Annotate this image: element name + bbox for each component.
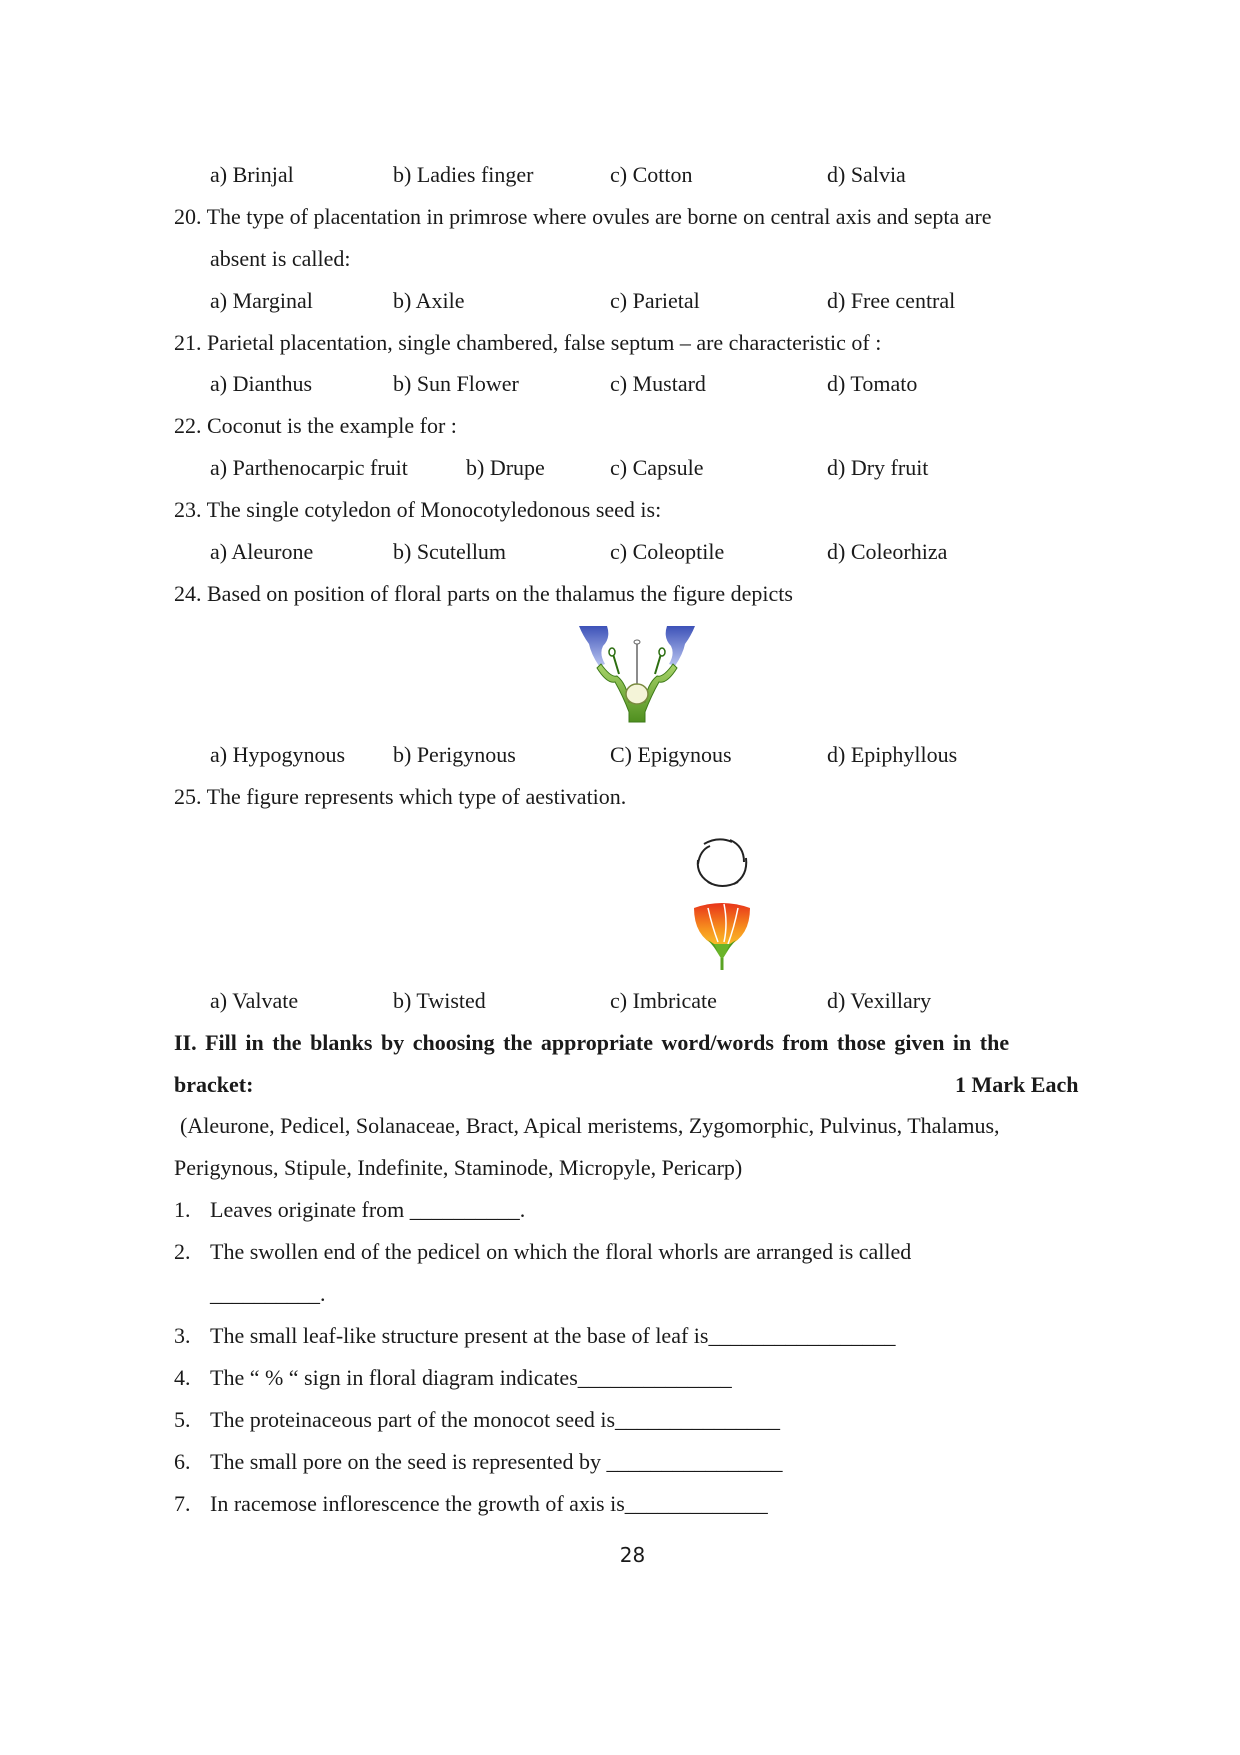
blank-2-continuation: __________.	[210, 1281, 326, 1306]
q20-option-a: a) Marginal	[210, 288, 313, 313]
word-bank-line1: (Aleurone, Pedicel, Solanaceae, Bract, Apical meristems, Zygomorphic, Pulvinus, Thalamus,	[180, 1113, 1000, 1138]
q19-option-c: c) Cotton	[610, 162, 693, 187]
q22-option-d: d) Dry fruit	[827, 455, 929, 480]
q22-option-b: b) Drupe	[466, 455, 545, 480]
q24-option-b: b) Perigynous	[393, 742, 516, 767]
blank-7-number: 7.	[174, 1491, 191, 1516]
q21-option-d: d) Tomato	[827, 371, 918, 396]
section2-heading-line1: II. Fill in the blanks by choosing the appropriate word/words from those given in the	[174, 1030, 1010, 1055]
blank-3-number: 3.	[174, 1323, 191, 1348]
q20-text-line1: 20. The type of placentation in primrose where ovules are borne on central axis and septa are	[174, 204, 992, 229]
blank-3-text: The small leaf-like structure present at the base of leaf is_________________	[210, 1323, 896, 1348]
blank-5-number: 5.	[174, 1407, 191, 1432]
blank-4-text: The “ % “ sign in floral diagram indicates______________	[210, 1365, 732, 1390]
section2-heading-line2: bracket:	[174, 1072, 254, 1097]
q21-option-b: b) Sun Flower	[393, 371, 519, 396]
q20-option-b: b) Axile	[393, 288, 465, 313]
blank-2-text: The swollen end of the pedicel on which the floral whorls are arranged is called	[210, 1239, 912, 1264]
blank-7-text: In racemose inflorescence the growth of axis is_____________	[210, 1491, 768, 1516]
q19-option-a: a) Brinjal	[210, 162, 294, 187]
q25-option-c: c) Imbricate	[610, 988, 717, 1013]
page-number: 28	[619, 1543, 646, 1567]
blank-6-text: The small pore on the seed is represented by ________________	[210, 1449, 783, 1474]
q23-option-c: c) Coleoptile	[610, 539, 725, 564]
q22-text: 22. Coconut is the example for :	[174, 413, 457, 438]
q19-option-b: b) Ladies finger	[393, 162, 534, 187]
q21-option-a: a) Dianthus	[210, 371, 313, 396]
q24-option-a: a) Hypogynous	[210, 742, 346, 767]
q25-text: 25. The figure represents which type of aestivation.	[174, 784, 627, 809]
q21-text: 21. Parietal placentation, single chambered, false septum – are characteristic of :	[174, 330, 882, 355]
q20-option-d: d) Free central	[827, 288, 956, 313]
q24-option-d: d) Epiphyllous	[827, 742, 958, 767]
blank-1-text: Leaves originate from __________.	[210, 1197, 526, 1222]
q22-option-c: c) Capsule	[610, 455, 704, 480]
q25-option-a: a) Valvate	[210, 988, 299, 1013]
q24-option-c: C) Epigynous	[610, 742, 732, 767]
q20-option-c: c) Parietal	[610, 288, 700, 313]
q19-option-d: d) Salvia	[827, 162, 906, 187]
word-bank-line2: Perigynous, Stipule, Indefinite, Staminode, Micropyle, Pericarp)	[174, 1155, 743, 1180]
aestivation-diagram-icon	[688, 836, 758, 976]
q24-text: 24. Based on position of floral parts on the thalamus the figure depicts	[174, 581, 793, 606]
blank-5-text: The proteinaceous part of the monocot seed is_______________	[210, 1407, 781, 1432]
section2-marks: 1 Mark Each	[955, 1072, 1079, 1097]
q23-text: 23. The single cotyledon of Monocotyledonous seed is:	[174, 497, 662, 522]
blank-6-number: 6.	[174, 1449, 191, 1474]
q25-option-d: d) Vexillary	[827, 988, 932, 1013]
blank-4-number: 4.	[174, 1365, 191, 1390]
q22-option-a: a) Parthenocarpic fruit	[210, 455, 408, 480]
blank-2-number: 2.	[174, 1239, 191, 1264]
q23-option-b: b) Scutellum	[393, 539, 507, 564]
blank-1-number: 1.	[174, 1197, 191, 1222]
q20-text-line2: absent is called:	[210, 246, 351, 271]
q21-option-c: c) Mustard	[610, 371, 706, 396]
q25-option-b: b) Twisted	[393, 988, 486, 1013]
q23-option-d: d) Coleorhiza	[827, 539, 948, 564]
flower-section-icon	[577, 624, 697, 724]
q23-option-a: a) Aleurone	[210, 539, 314, 564]
